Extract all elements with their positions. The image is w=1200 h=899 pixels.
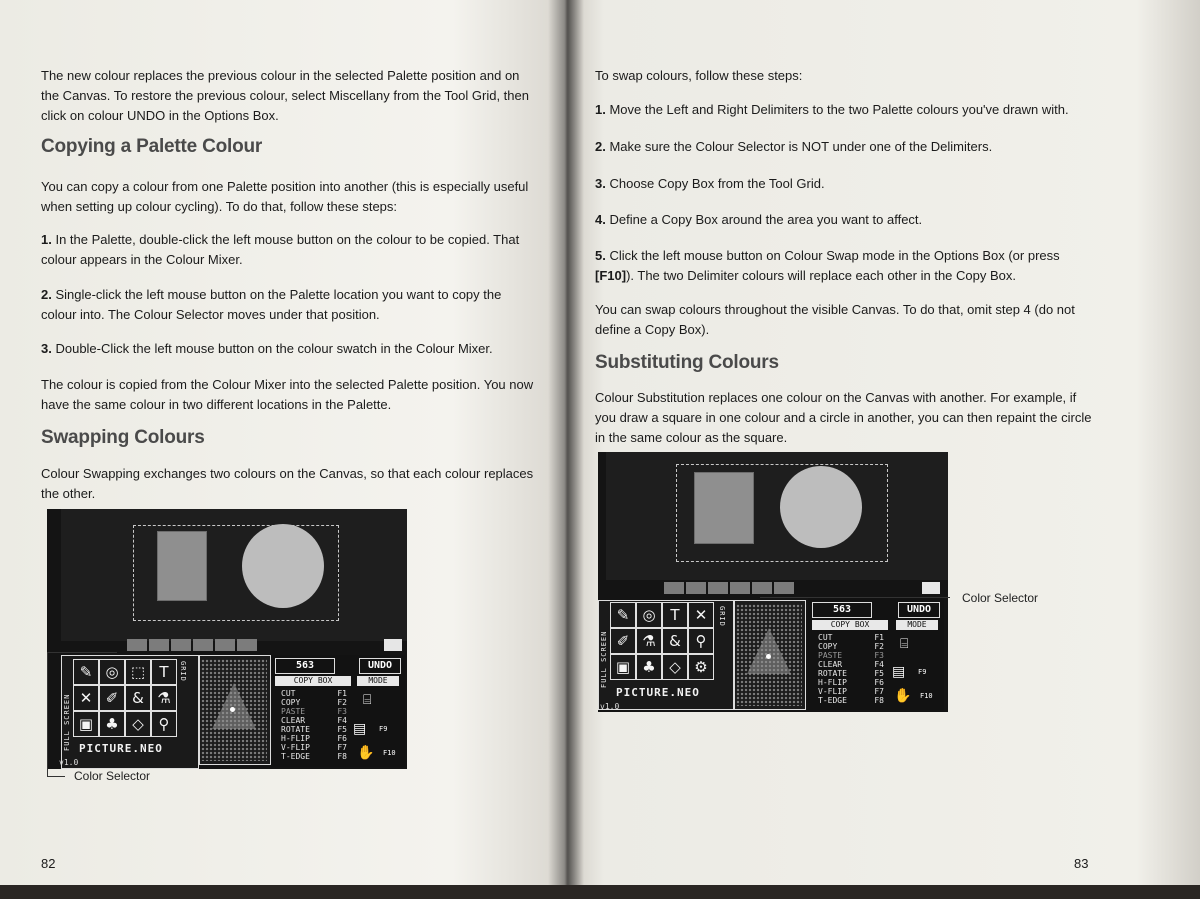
right-page [566,0,1200,899]
swap-step-3 [595,174,1100,194]
file-name: PICTURE.NEO [616,686,700,699]
zoom-icon[interactable]: ⚲ [151,711,177,737]
menu-item-paste[interactable]: F3 PASTE [281,707,347,716]
callout-line-vertical [47,652,48,776]
disk-icon[interactable]: ▣ [73,711,99,737]
shape-icon[interactable]: ◇ [125,711,151,737]
palette-selected-colour[interactable] [384,639,402,651]
mixer-gamut [747,628,791,674]
page-number: 83 [1074,856,1089,871]
disk-icon[interactable]: ▣ [610,654,636,680]
menu-item-cut[interactable]: F1 CUT [818,633,884,642]
step-text: Click the left mouse button on Colour Swap mode in the Options Box (or press [609,248,1060,263]
copy-box-menu [818,633,884,705]
menu-item-h-flip[interactable]: F6 H-FLIP [818,678,884,687]
canvas-circle [780,466,862,548]
ampersand-icon[interactable]: & [125,685,151,711]
version-label: v1.0 [59,758,79,767]
line-icon[interactable]: ✕ [73,685,99,711]
swap-intro: To swap colours, follow these steps: [595,68,803,83]
canvas-square [157,531,207,601]
callout-line [760,597,950,598]
full-screen-label[interactable]: FULL SCREEN [600,630,608,688]
f9-label: F9 [379,725,388,733]
ampersand-icon[interactable]: & [662,628,688,654]
text-icon[interactable]: T [151,659,177,685]
mode-icon[interactable]: ⌸ [900,636,909,652]
line-icon[interactable]: ✕ [688,602,714,628]
page-number: 82 [41,856,56,871]
grid-label: GRID [718,606,726,627]
step-text: Define a Copy Box around the area you want to affect. [609,212,923,227]
step-text: In the Palette, double-click the left mouse button on the colour to be copied. That colour appears in the Colour Mixer. [41,232,520,267]
zoom-icon[interactable]: ⚙ [688,654,714,680]
intro-paragraph: The new colour replaces the previous colour in the selected Palette position and on the Canvas. To restore the previous colour, select Miscellany from the Tool Grid, then click on colour UNDO in the Options Box. [41,68,529,123]
step-number: 1. [595,102,606,117]
swap-step-1 [595,100,1100,120]
step-text: Choose Copy Box from the Tool Grid. [609,176,825,191]
menu-item-paste[interactable]: F3 PASTE [818,651,884,660]
substituting-text: Colour Substitution replaces one colour on the Canvas with another. For example, if you draw a square in one colour and a circle in another, you can then repaint the circle in the same colour as the square. [595,390,1092,445]
swap-note: You can swap colours throughout the visible Canvas. To do that, omit step 4 (do not define a Copy Box). [595,302,1075,337]
grid-label: GRID [179,661,187,682]
colour-sub-icon[interactable]: ▤ [892,664,906,680]
file-name: PICTURE.NEO [79,742,163,755]
palette-strip[interactable] [127,639,257,651]
swap-step-5 [595,246,1100,286]
palette-strip[interactable] [664,582,794,594]
stamp-icon[interactable]: ♣ [636,654,662,680]
swapping-intro: Colour Swapping exchanges two colours on the Canvas, so that each colour replaces the other. [41,466,534,501]
mixer-point[interactable] [230,707,235,712]
copy-box-label: COPY BOX [812,620,888,630]
version-label: v1.0 [600,702,620,711]
menu-item-t-edge[interactable]: F8 T-EDGE [818,696,884,705]
shape-icon[interactable]: ◇ [662,654,688,680]
book-gutter [548,0,584,899]
step-number: 5. [595,248,606,263]
colour-value[interactable]: 563 [812,602,872,618]
brush-icon[interactable]: ✎ [73,659,99,685]
menu-item-cut[interactable]: F1 CUT [281,689,347,698]
menu-item-copy[interactable]: F2 COPY [281,698,347,707]
copy-box-icon[interactable]: ⬚ [125,659,151,685]
f9-label: F9 [918,668,927,676]
screenshot-left [47,509,407,769]
copying-step-1 [41,230,539,270]
magnify-icon[interactable]: ⚲ [688,628,714,654]
copy-box-label: COPY BOX [275,676,351,686]
canvas-square [694,472,754,544]
step-number: 1. [41,232,52,247]
menu-item-clear[interactable]: F4 CLEAR [281,716,347,725]
swap-step-2 [595,137,1100,157]
step-number: 2. [41,287,52,302]
step-text: Single-click the left mouse button on the Palette location you want to copy the colour into. The Colour Selector moves under that position. [41,287,502,322]
substituting-heading: Substituting Colours [595,352,779,373]
undo-button[interactable]: UNDO [898,602,940,618]
step-number: 2. [595,139,606,154]
left-page [0,0,566,899]
copy-box-menu [281,689,347,761]
colour-swap-icon[interactable]: ✋ [894,688,912,704]
undo-button[interactable]: UNDO [359,658,401,674]
color-selector-label: Color Selector [74,769,151,783]
menu-item-copy[interactable]: F2 COPY [818,642,884,651]
step-text-tail: ). The two Delimiter colours will replace each other in the Copy Box. [626,268,1016,283]
menu-item-clear[interactable]: F4 CLEAR [818,660,884,669]
callout-line-bottom [47,776,65,777]
step-number: 4. [595,212,606,227]
colour-sub-icon[interactable]: ▤ [353,721,367,737]
swap-step-4 [595,210,1100,230]
menu-item-v-flip[interactable]: F7 V-FLIP [818,687,884,696]
f10-label: F10 [383,749,396,757]
step-text: Make sure the Colour Selector is NOT under one of the Delimiters. [609,139,993,154]
f10-label: F10 [920,692,933,700]
mixer-gamut [212,683,256,729]
lasso-icon[interactable]: ◎ [99,659,125,685]
fill-icon[interactable]: ⚗ [636,628,662,654]
step-number: 3. [595,176,606,191]
step-text: Double-Click the left mouse button on the colour swatch in the Colour Mixer. [55,341,493,356]
stamp-icon[interactable]: ♣ [99,711,125,737]
screenshot-right [598,452,948,712]
menu-item-rotate[interactable]: F5 ROTATE [281,725,347,734]
pen-icon[interactable]: ✐ [610,628,636,654]
menu-item-rotate[interactable]: F5 ROTATE [818,669,884,678]
copying-step-3 [41,339,539,359]
callout-line-top [47,652,117,653]
brush-icon[interactable]: ✎ [610,602,636,628]
full-screen-label[interactable]: FULL SCREEN [63,693,71,751]
canvas-circle [242,524,324,608]
colour-swap-icon[interactable]: ✋ [357,745,375,761]
copying-heading: Copying a Palette Colour [41,136,263,157]
book-edge [0,885,1200,899]
text-icon[interactable]: T [662,602,688,628]
mixer-point[interactable] [766,654,771,659]
color-selector-label: Color Selector [962,591,1039,605]
menu-item-v-flip[interactable]: F7 V-FLIP [281,743,347,752]
colour-value[interactable]: 563 [275,658,335,674]
mode-label: MODE [357,676,399,686]
mode-label: MODE [896,620,938,630]
step-number: 3. [41,341,52,356]
pen-icon[interactable]: ✐ [99,685,125,711]
menu-item-h-flip[interactable]: F6 H-FLIP [281,734,347,743]
menu-item-t-edge[interactable]: F8 T-EDGE [281,752,347,761]
fill-icon[interactable]: ⚗ [151,685,177,711]
copying-step-2 [41,285,539,325]
lasso-icon[interactable]: ◎ [636,602,662,628]
copying-intro: You can copy a colour from one Palette position into another (this is especially useful when setting up colour cycling). To do that, follow these steps: [41,179,529,214]
mode-icon[interactable]: ⌸ [363,692,372,708]
palette-selected-colour[interactable] [922,582,940,594]
swapping-heading: Swapping Colours [41,427,205,448]
f10-key: [F10] [595,268,627,283]
copying-result: The colour is copied from the Colour Mixer into the selected Palette position. You now have the same colour in two different locations in the Palette. [41,377,534,412]
step-text: Move the Left and Right Delimiters to the two Palette colours you've drawn with. [609,102,1069,117]
